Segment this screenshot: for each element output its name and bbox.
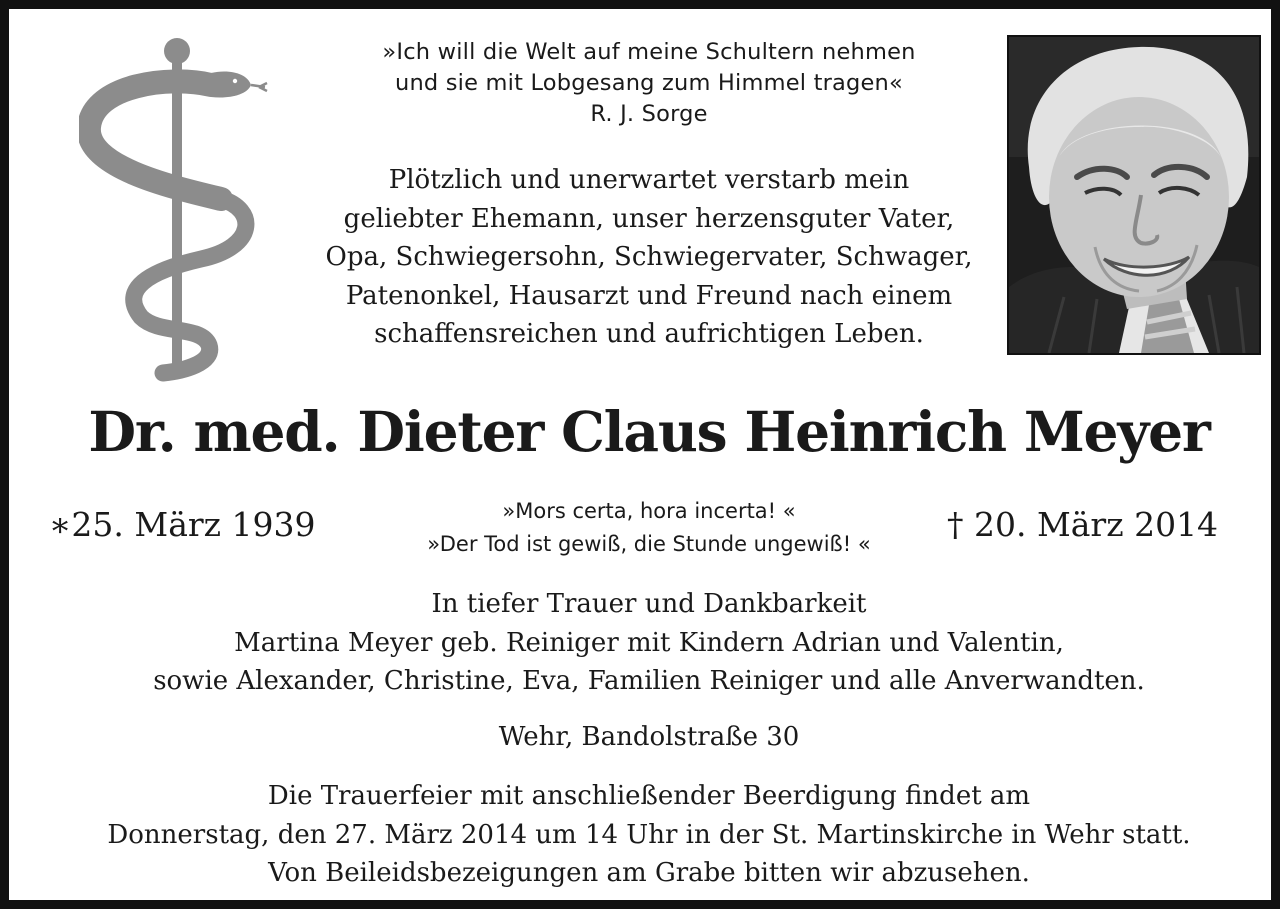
mourners-block	[9, 585, 1280, 701]
motto-quote	[299, 37, 999, 130]
motto-line-2: und sie mit Lobgesang zum Himmel tragen«	[395, 70, 903, 96]
intro-line-2: geliebter Ehemann, unser herzensguter Vater,	[343, 203, 955, 234]
motto-author: R. J. Sorge	[590, 101, 708, 127]
motto-line-1: »Ich will die Welt auf meine Schultern nehmen	[382, 39, 916, 65]
intro-line-1: Plötzlich und unerwartet verstarb mein	[388, 165, 910, 195]
deceased-name: Dr. med. Dieter Claus Heinrich Meyer	[88, 399, 1210, 464]
mourning-line: In tiefer Trauer und Dankbarkeit	[431, 589, 867, 619]
rod-of-asclepius-icon	[79, 27, 279, 391]
portrait-photo-icon	[1007, 35, 1261, 355]
intro-line-3: Opa, Schwiegersohn, Schwiegervater, Schwager,	[325, 242, 973, 272]
quote-line-1: »Mors certa, hora incerta! «	[502, 499, 796, 523]
address: Wehr, Bandolstraße 30	[498, 722, 800, 752]
quote-line-2: »Der Tod ist gewiß, die Stunde ungewiß! «	[427, 532, 871, 556]
ceremony-line-1: Die Trauerfeier mit anschließender Beerdigung findet am	[267, 781, 1031, 811]
ceremony-line-3: Von Beileidsbezeigungen am Grabe bitten wir abzusehen.	[268, 858, 1030, 888]
latin-quote	[349, 495, 949, 561]
intro-line-5: schaffensreichen und aufrichtigen Leben.	[374, 319, 924, 349]
birth-date: ∗25. März 1939	[49, 505, 316, 544]
death-date: † 20. März 2014	[947, 505, 1219, 544]
mourners-line-1: Martina Meyer geb. Reiniger mit Kindern Adrian und Valentin,	[234, 627, 1064, 658]
mourners-line-2: sowie Alexander, Christine, Eva, Familien Reiniger und alle Anverwandten.	[153, 666, 1145, 696]
intro-line-4: Patenonkel, Hausarzt und Freund nach einem	[345, 280, 953, 311]
ceremony-line-2: Donnerstag, den 27. März 2014 um 14 Uhr in der St. Martinskirche in Wehr statt.	[107, 819, 1191, 850]
ceremony-info	[9, 777, 1280, 893]
intro-text	[279, 161, 1019, 354]
